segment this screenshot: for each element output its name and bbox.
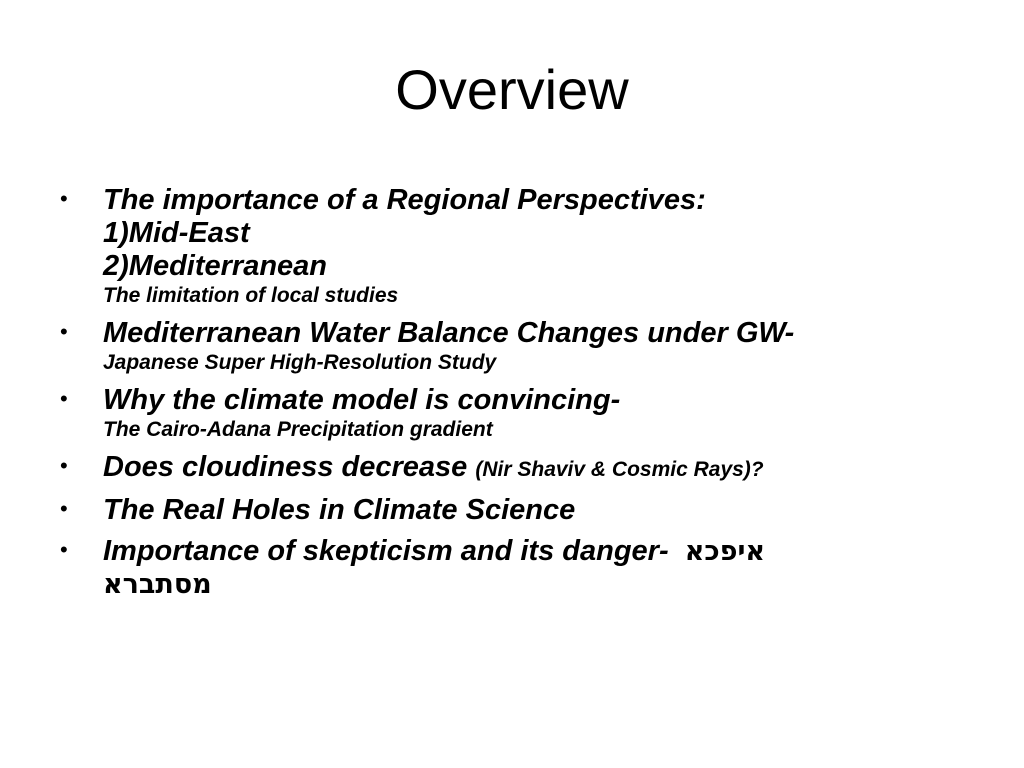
- bullet-line: [103, 451, 960, 486]
- bullet-item: [60, 317, 960, 376]
- bullet-text: 1)Mid-East: [103, 217, 250, 249]
- bullet-dot-icon: •: [60, 453, 68, 478]
- bullet-dot-icon: •: [60, 319, 68, 344]
- bullet-list: [60, 184, 960, 609]
- bullet-text: 2)Mediterranean: [103, 250, 328, 282]
- hebrew-text: איפכא: [684, 536, 766, 567]
- bullet-text: Why the climate model is convincing-: [103, 384, 621, 416]
- bullet-item: [60, 494, 960, 527]
- bullet-text: Importance of skepticism and its danger-: [103, 535, 669, 567]
- bullet-dot-icon: •: [60, 386, 68, 411]
- bullet-item: [60, 384, 960, 443]
- bullet-text: The Real Holes in Climate Science: [103, 494, 576, 526]
- bullet-text: Does cloudiness decrease: [103, 451, 468, 483]
- bullet-dot-icon: •: [60, 186, 68, 211]
- bullet-subtext: The Cairo-Adana Precipitation gradient: [103, 418, 493, 441]
- bullet-item: [60, 535, 960, 601]
- bullet-text: Mediterranean Water Balance Changes under GW-: [103, 317, 795, 349]
- bullet-line: [103, 535, 960, 568]
- bullet-dot-icon: •: [60, 537, 68, 562]
- bullet-item: [60, 184, 960, 309]
- hebrew-text: מסתברא: [103, 569, 212, 600]
- bullet-inline-subtext: (Nir Shaviv & Cosmic Rays)?: [475, 458, 764, 481]
- bullet-subtext: The limitation of local studies: [103, 284, 399, 307]
- bullet-text: The importance of a Regional Perspectives:: [103, 184, 706, 216]
- bullet-subtext: Japanese Super High-Resolution Study: [103, 351, 497, 374]
- slide-title: Overview: [395, 58, 629, 121]
- bullet-dot-icon: •: [60, 496, 68, 521]
- bullet-item: [60, 451, 960, 486]
